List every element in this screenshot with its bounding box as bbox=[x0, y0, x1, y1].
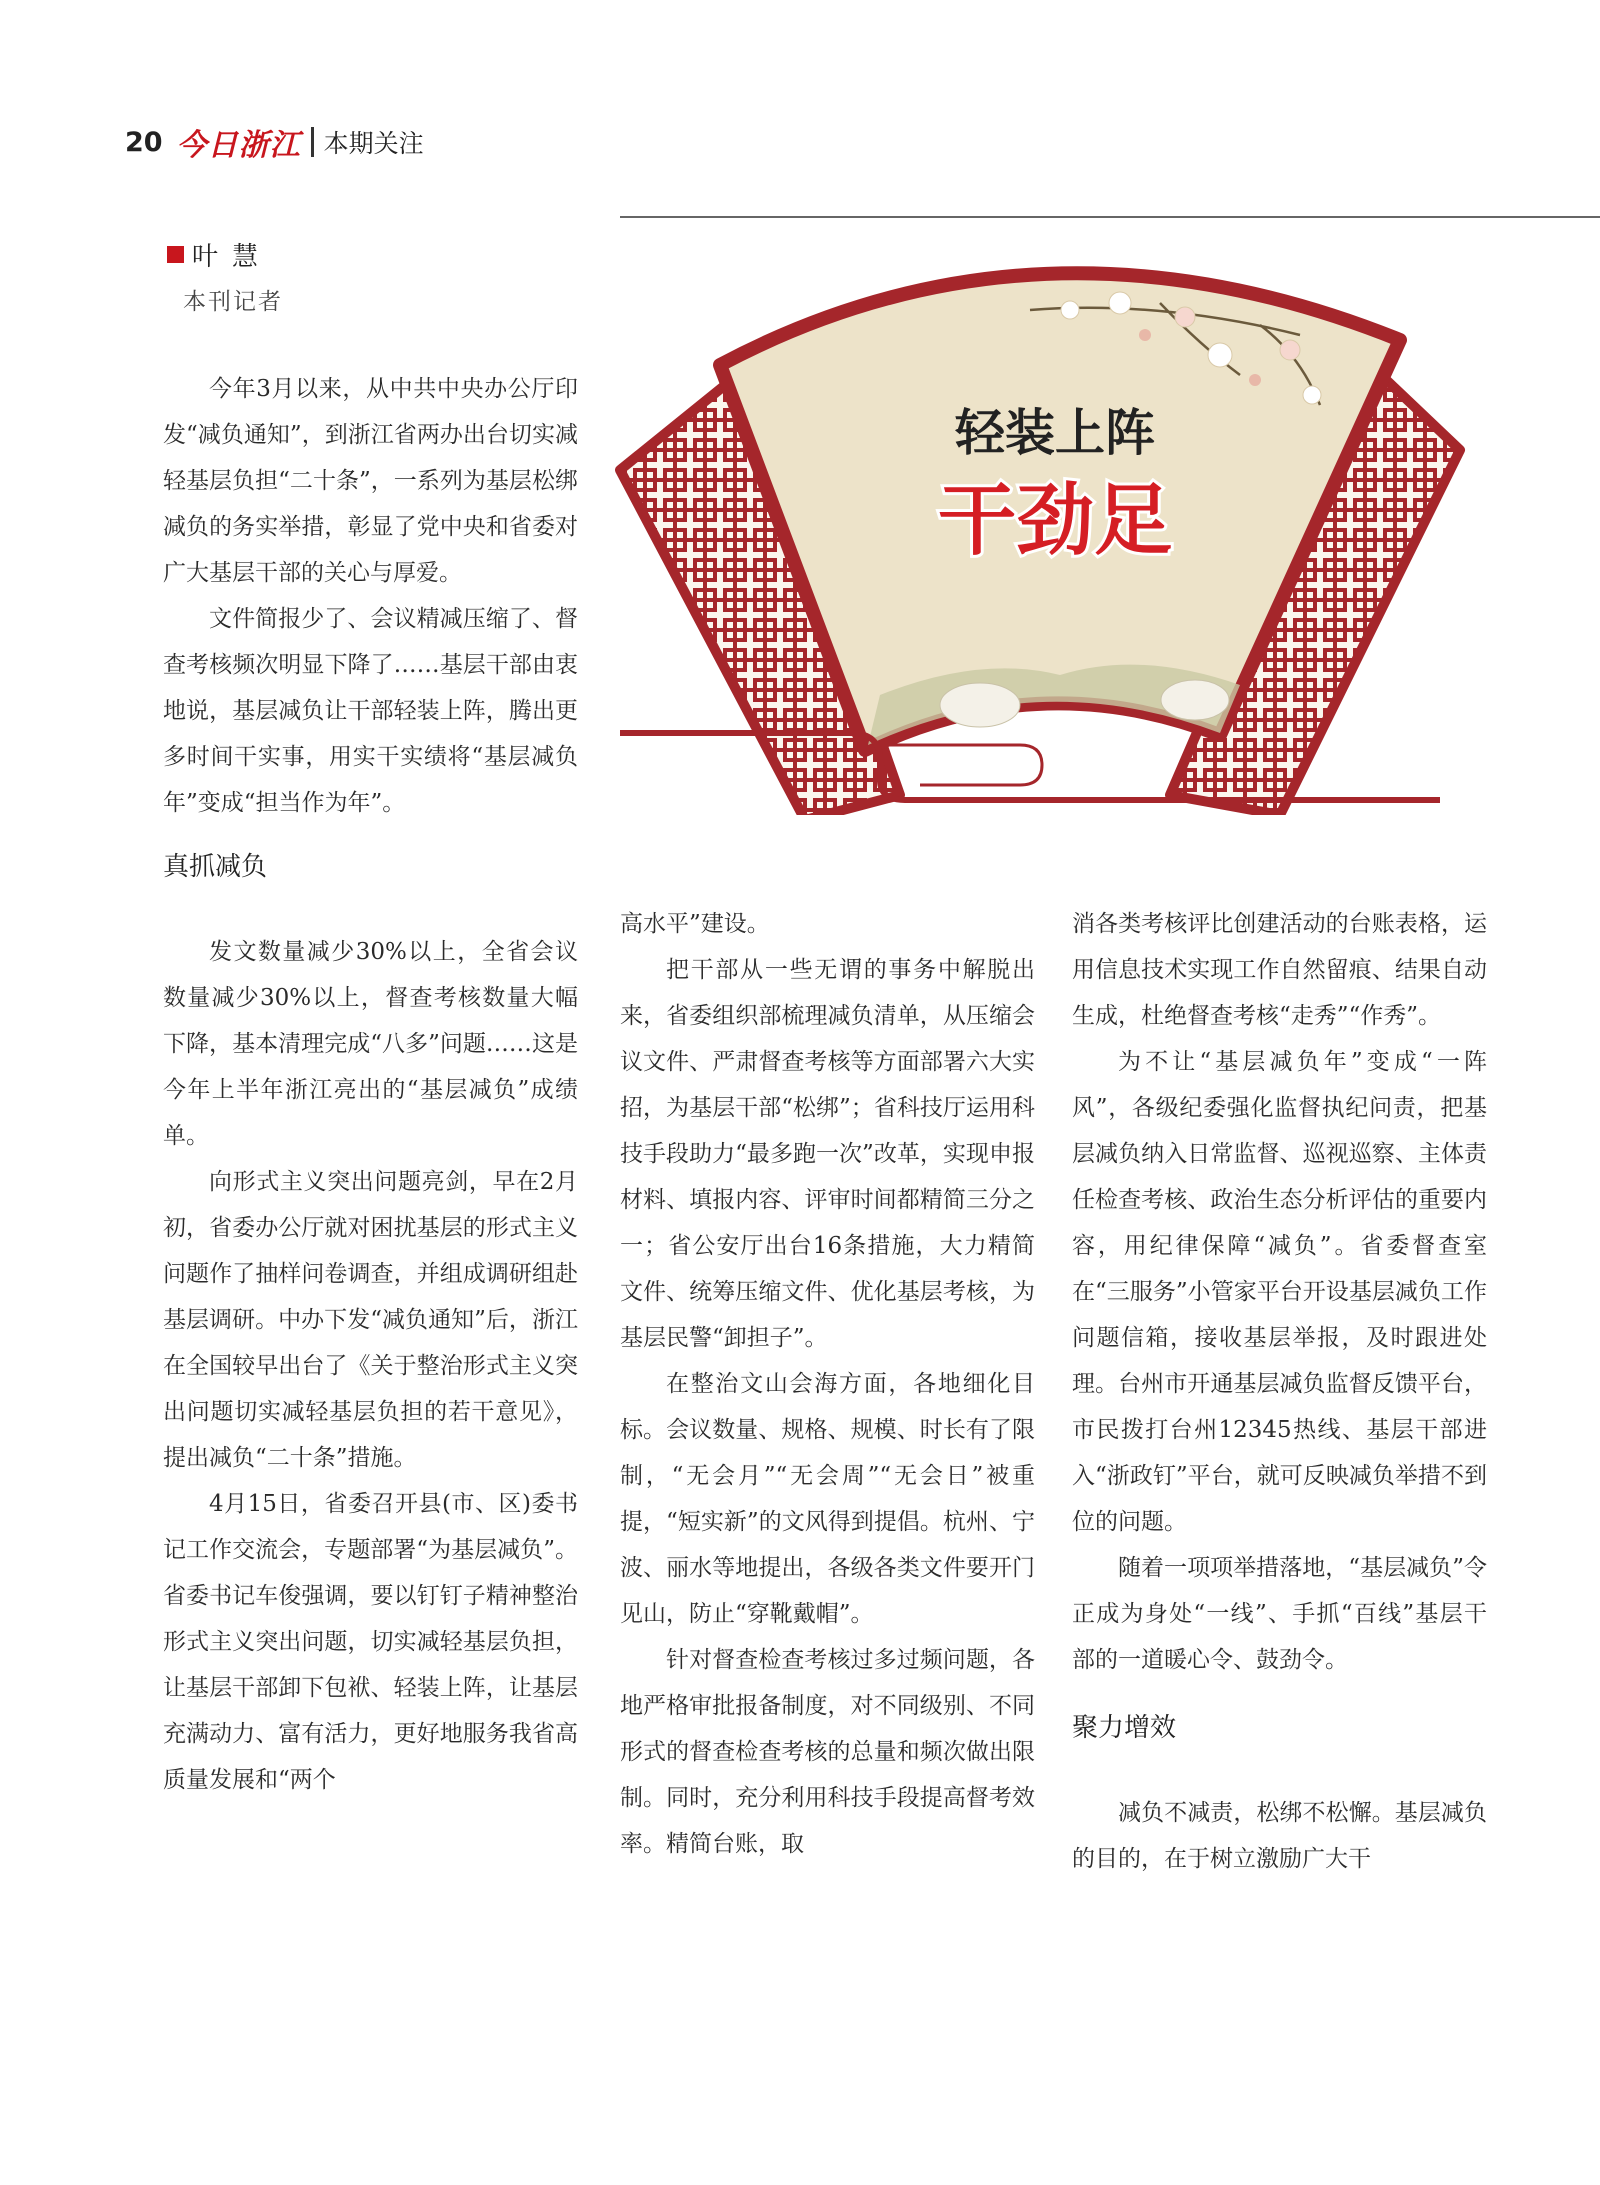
feature-title-line2: 干劲足 bbox=[937, 476, 1173, 566]
paragraph: 减负不减责，松绑不松懈。基层减负的目的，在于树立激励广大干 bbox=[1072, 1800, 1487, 1872]
author-byline bbox=[167, 236, 272, 273]
paragraph: 4月15日，省委召开县(市、区)委书记工作交流会，专题部署“为基层减负”。省委书记车俊强调，要以钉钉子精神整治形式主义突出问题，切实减轻基层负担，让基层干部卸下包袱、轻装上阵，让基层充满动力、富有活力，更好地服务我省高质量发展和“两个 bbox=[163, 1491, 578, 1793]
paragraph: 文件简报少了、会议精减压缩了、督查考核频次明显下降了……基层干部由衷地说，基层减负让干部轻装上阵，腾出更多时间干实事，用实干实绩将“基层减负年”变成“担当作为年”。 bbox=[163, 606, 578, 816]
magazine-logo: 今日浙江 bbox=[176, 128, 301, 163]
article-column-2 bbox=[620, 901, 1035, 1867]
subheading: 真抓减负 bbox=[163, 852, 268, 882]
paragraph: 今年3月以来，从中共中央办公厅印发“减负通知”，到浙江省两办出台切实减轻基层负担“二十条”，一系列为基层松绑减负的务实举措，彰显了党中央和省委对广大基层干部的关心与厚爱。 bbox=[163, 376, 578, 586]
page-number: 20 bbox=[125, 126, 163, 158]
feature-title-line1: 轻装上阵 bbox=[955, 403, 1155, 462]
paragraph: 向形式主义突出问题亮剑，早在2月初，省委办公厅就对困扰基层的形式主义问题作了抽样问卷调查，并组成调研组赴基层调研。中办下发“减负通知”后，浙江在全国较早出台了《关于整治形式主义突出问题切实减轻基层负担的若干意见》，提出减负“二十条”措施。 bbox=[163, 1169, 578, 1471]
author-name: 叶慧 bbox=[192, 242, 273, 272]
paragraph: 针对督查检查考核过多过频问题，各地严格审批报备制度，对不同级别、不同形式的督查检查考核的总量和频次做出限制。同时，充分利用科技手段提高督考效率。精简台账，取 bbox=[620, 1647, 1035, 1857]
paragraph: 随着一项项举措落地，“基层减负”令正成为身处“一线”、手抓“百线”基层干部的一道暖心令、鼓劲令。 bbox=[1072, 1555, 1487, 1673]
red-square-icon bbox=[167, 246, 184, 263]
subheading: 聚力增效 bbox=[1072, 1713, 1177, 1743]
header-divider bbox=[311, 127, 314, 157]
feature-fan-illustration bbox=[600, 255, 1480, 815]
author-role: 本刊记者 bbox=[183, 289, 283, 315]
page-header bbox=[125, 122, 424, 162]
paragraph: 把干部从一些无谓的事务中解脱出来，省委组织部梳理减负清单，从压缩会议文件、严肃督查考核等方面部署六大实招，为基层干部“松绑”；省科技厅运用科技手段助力“最多跑一次”改革，实现申报材料、填报内容、评审时间都精简三分之一；省公安厅出台16条措施，大力精简文件、统筹压缩文件、优化基层考核，为基层民警“卸担子”。 bbox=[620, 957, 1035, 1351]
paragraph: 发文数量减少30%以上，全省会议数量减少30%以上，督查考核数量大幅下降，基本清理完成“八多”问题……这是今年上半年浙江亮出的“基层减负”成绩单。 bbox=[163, 939, 578, 1149]
paragraph: 在整治文山会海方面，各地细化目标。会议数量、规格、规模、时长有了限制，“无会月”“无会周”“无会日”被重提，“短实新”的文风得到提倡。杭州、宁波、丽水等地提出，各级各类文件要开门见山，防止“穿靴戴帽”。 bbox=[620, 1371, 1035, 1627]
section-title: 本期关注 bbox=[323, 129, 424, 158]
top-rule bbox=[620, 216, 1600, 218]
paragraph: 高水平”建设。 bbox=[620, 911, 770, 937]
article-column-3 bbox=[1072, 901, 1487, 1882]
article-column-1 bbox=[163, 366, 578, 1803]
paragraph: 消各类考核评比创建活动的台账表格，运用信息技术实现工作自然留痕、结果自动生成，杜绝督查考核“走秀”“作秀”。 bbox=[1072, 911, 1487, 1029]
paragraph: 为不让“基层减负年”变成“一阵风”，各级纪委强化监督执纪问责，把基层减负纳入日常监督、巡视巡察、主体责任检查考核、政治生态分析评估的重要内容，用纪律保障“减负”。省委督查室在“三服务”小管家平台开设基层减负工作问题信箱，接收基层举报，及时跟进处理。台州市开通基层减负监督反馈平台，市民拨打台州12345热线、基层干部进入“浙政钉”平台，就可反映减负举措不到位的问题。 bbox=[1072, 1049, 1487, 1535]
